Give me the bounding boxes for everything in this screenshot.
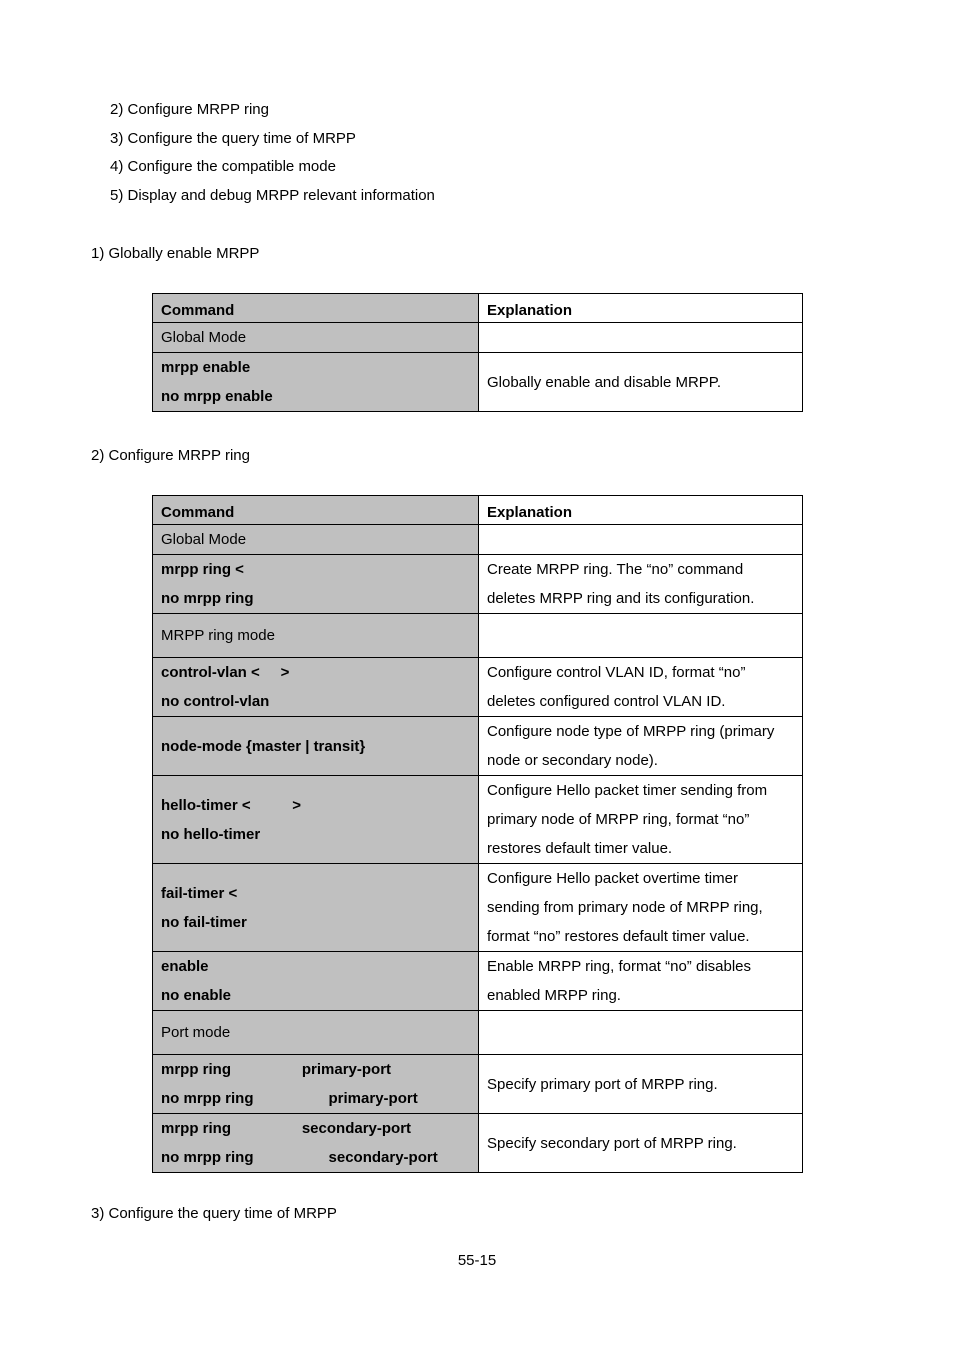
explanation-cell: Specify primary port of MRPP ring. (479, 1055, 803, 1114)
column-header-explanation: Explanation (479, 496, 803, 525)
explanation-line: Configure Hello packet timer sending from (487, 782, 768, 799)
explanation-line: Configure node type of MRPP ring (primary (487, 723, 775, 740)
command-text: no control-vlan (161, 693, 270, 710)
page-number: 55-15 (457, 1252, 497, 1269)
command-text: no mrpp ring (161, 590, 254, 607)
explanation-line: restores default timer value. (487, 840, 673, 857)
mode-label-global: Global Mode (153, 525, 479, 555)
command-cell (153, 776, 479, 864)
column-header-explanation: Explanation (479, 294, 803, 323)
intro-item-1: 2) Configure MRPP ring (110, 101, 269, 118)
column-header-command: Command (153, 294, 479, 323)
command-text: no hello-timer (161, 825, 261, 843)
empty-cell (479, 323, 803, 353)
intro-item-3: 4) Configure the compatible mode (110, 158, 336, 175)
explanation-line: format “no” restores default timer value. (487, 928, 750, 945)
section3-heading: 3) Configure the query time of MRPP (91, 1205, 337, 1222)
explanation-line: Configure Hello packet overtime timer (487, 870, 738, 887)
explanation-line: Enable MRPP ring, format “no” disables (487, 958, 752, 975)
explanation-line: enabled MRPP ring. (487, 987, 621, 1004)
command-cell (153, 658, 479, 717)
command-text: control-vlan < > (161, 664, 290, 681)
command-text: mrpp ring < (161, 561, 244, 578)
empty-cell (479, 614, 803, 658)
explanation-line: Configure control VLAN ID, format “no” (487, 664, 746, 681)
mode-label-ring: MRPP ring mode (153, 614, 479, 658)
section1-heading: 1) Globally enable MRPP (91, 245, 260, 262)
explanation-cell: Globally enable and disable MRPP. (479, 353, 803, 412)
command-text: mrpp enable (161, 359, 251, 376)
explanation-line: node or secondary node). (487, 752, 658, 769)
explanation-cell (479, 864, 803, 952)
command-cell (153, 864, 479, 952)
command-text: hello-timer < > (161, 796, 302, 814)
explanation-cell (479, 717, 803, 776)
command-cell (153, 1114, 479, 1173)
command-text: no mrpp ring secondary-port (161, 1149, 438, 1166)
command-text: mrpp ring secondary-port (161, 1120, 412, 1137)
explanation-line: sending from primary node of MRPP ring, (487, 899, 763, 916)
explanation-cell (479, 776, 803, 864)
empty-cell (479, 525, 803, 555)
section2-heading: 2) Configure MRPP ring (91, 447, 250, 464)
command-text: no mrpp ring primary-port (161, 1090, 418, 1107)
empty-cell (479, 1011, 803, 1055)
mode-label-port: Port mode (153, 1011, 479, 1055)
command-text: no mrpp enable (161, 388, 273, 405)
command-cell (153, 1055, 479, 1114)
explanation-line: deletes configured control VLAN ID. (487, 693, 726, 710)
global-enable-table (152, 293, 803, 412)
command-cell (153, 717, 479, 776)
explanation-line: deletes MRPP ring and its configuration. (487, 590, 755, 607)
explanation-cell (479, 555, 803, 614)
intro-item-4: 5) Display and debug MRPP relevant information (110, 187, 435, 204)
command-cell (153, 353, 479, 412)
command-text: no enable (161, 987, 232, 1004)
explanation-cell (479, 952, 803, 1011)
command-text: fail-timer < (161, 884, 238, 902)
explanation-cell: Specify secondary port of MRPP ring. (479, 1114, 803, 1173)
command-cell (153, 555, 479, 614)
explanation-cell (479, 658, 803, 717)
command-text: mrpp ring primary-port (161, 1061, 392, 1078)
command-text: node-mode {master | transit} (161, 737, 366, 755)
configure-ring-table (152, 495, 803, 1173)
explanation-line: primary node of MRPP ring, format “no” (487, 811, 750, 828)
command-text: no fail-timer (161, 913, 247, 931)
command-text: enable (161, 958, 209, 975)
explanation-line: Create MRPP ring. The “no” command (487, 561, 744, 578)
mode-label-global: Global Mode (153, 323, 479, 353)
column-header-command: Command (153, 496, 479, 525)
intro-item-2: 3) Configure the query time of MRPP (110, 130, 356, 147)
command-cell (153, 952, 479, 1011)
